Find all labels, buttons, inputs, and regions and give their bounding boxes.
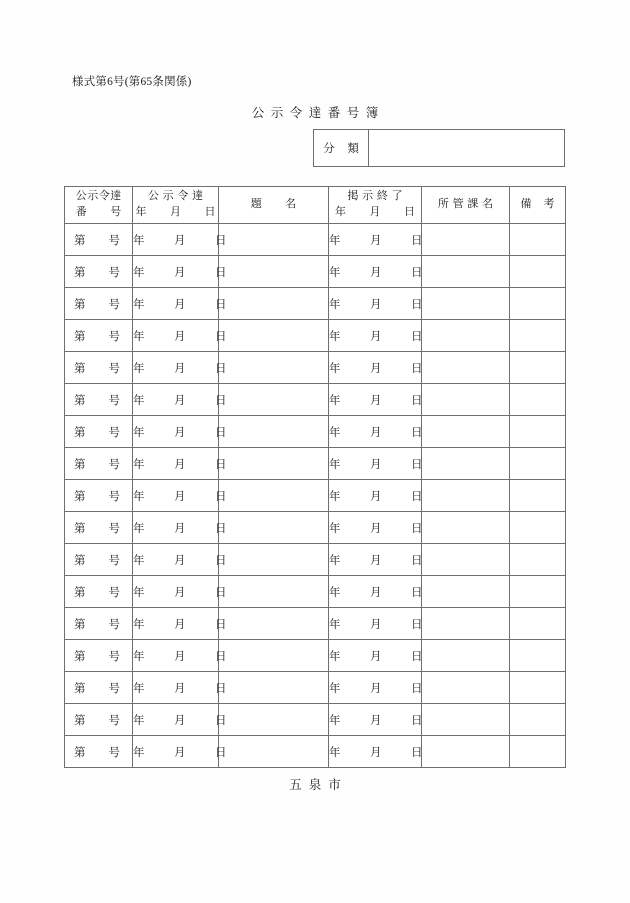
cell-notice-number[interactable]	[65, 256, 133, 288]
table-row	[65, 608, 566, 640]
cell-posting-end-date[interactable]	[329, 288, 432, 320]
cell-department[interactable]	[422, 544, 510, 576]
cell-notice-date-text: 年 月 日	[133, 714, 236, 727]
classification-label: 分 類	[314, 130, 369, 166]
cell-posting-end-date[interactable]	[329, 256, 432, 288]
cell-remarks[interactable]	[510, 576, 566, 608]
cell-notice-date[interactable]	[133, 416, 236, 448]
cell-notice-date[interactable]	[133, 544, 236, 576]
cell-notice-date[interactable]	[133, 704, 236, 736]
table-row	[65, 640, 566, 672]
cell-department[interactable]	[422, 480, 510, 512]
cell-notice-number[interactable]	[65, 480, 133, 512]
cell-notice-number-text: 第 号	[74, 682, 120, 695]
cell-notice-date[interactable]	[133, 320, 236, 352]
table-row	[65, 224, 566, 256]
cell-remarks[interactable]	[510, 736, 566, 768]
cell-notice-number-text: 第 号	[74, 458, 120, 471]
cell-notice-date-text: 年 月 日	[133, 650, 236, 663]
cell-notice-date-text: 年 月 日	[133, 394, 236, 407]
cell-notice-date[interactable]	[133, 576, 236, 608]
cell-remarks[interactable]	[510, 288, 566, 320]
cell-remarks[interactable]	[510, 256, 566, 288]
cell-notice-number-text: 第 号	[74, 490, 120, 503]
cell-department[interactable]	[422, 384, 510, 416]
cell-notice-number[interactable]	[65, 352, 133, 384]
cell-notice-date[interactable]	[133, 640, 236, 672]
cell-posting-end-date[interactable]	[329, 640, 432, 672]
cell-posting-end-date[interactable]	[329, 544, 432, 576]
cell-posting-end-date-text: 年 月 日	[329, 266, 432, 279]
cell-posting-end-date-text: 年 月 日	[329, 298, 432, 311]
cell-notice-date[interactable]	[133, 448, 236, 480]
cell-posting-end-date[interactable]	[329, 608, 432, 640]
header-posting-end-date-line2: 年 月 日	[335, 206, 416, 218]
cell-posting-end-date[interactable]	[329, 512, 432, 544]
cell-posting-end-date-text: 年 月 日	[329, 554, 432, 567]
table-row	[65, 672, 566, 704]
cell-notice-date[interactable]	[133, 224, 236, 256]
cell-remarks[interactable]	[510, 320, 566, 352]
cell-posting-end-date-text: 年 月 日	[329, 618, 432, 631]
cell-notice-date[interactable]	[133, 736, 236, 768]
cell-notice-number-text: 第 号	[74, 586, 120, 599]
cell-notice-number-text: 第 号	[74, 554, 120, 567]
cell-remarks[interactable]	[510, 480, 566, 512]
cell-department[interactable]	[422, 224, 510, 256]
cell-posting-end-date-text: 年 月 日	[329, 458, 432, 471]
cell-notice-number-text: 第 号	[74, 394, 120, 407]
cell-notice-date[interactable]	[133, 608, 236, 640]
table-row	[65, 384, 566, 416]
header-subject-title	[219, 187, 329, 224]
table-row	[65, 448, 566, 480]
header-department-name	[422, 187, 510, 224]
cell-notice-date-text: 年 月 日	[133, 746, 236, 759]
cell-notice-date-text: 年 月 日	[133, 522, 236, 535]
table-row	[65, 256, 566, 288]
cell-notice-number-text: 第 号	[74, 426, 120, 439]
cell-posting-end-date[interactable]	[329, 224, 432, 256]
cell-posting-end-date-text: 年 月 日	[329, 330, 432, 343]
cell-notice-date[interactable]	[133, 288, 236, 320]
cell-notice-date-text: 年 月 日	[133, 362, 236, 375]
cell-remarks[interactable]	[510, 704, 566, 736]
cell-department[interactable]	[422, 640, 510, 672]
cell-posting-end-date[interactable]	[329, 448, 432, 480]
cell-department[interactable]	[422, 448, 510, 480]
cell-notice-date-text: 年 月 日	[133, 490, 236, 503]
cell-notice-number-text: 第 号	[74, 298, 120, 311]
cell-department[interactable]	[422, 320, 510, 352]
cell-notice-date-text: 年 月 日	[133, 426, 236, 439]
cell-notice-number[interactable]	[65, 544, 133, 576]
table-header-row	[65, 187, 566, 224]
table-row	[65, 288, 566, 320]
cell-posting-end-date-text: 年 月 日	[329, 362, 432, 375]
cell-remarks[interactable]	[510, 352, 566, 384]
cell-department[interactable]	[422, 352, 510, 384]
cell-department[interactable]	[422, 288, 510, 320]
header-remarks	[510, 187, 566, 224]
cell-notice-number-text: 第 号	[74, 234, 120, 247]
cell-notice-number-text: 第 号	[74, 522, 120, 535]
header-notice-date-line2: 年 月 日	[135, 206, 216, 218]
table-row	[65, 352, 566, 384]
cell-department[interactable]	[422, 416, 510, 448]
cell-remarks[interactable]	[510, 640, 566, 672]
cell-posting-end-date-text: 年 月 日	[329, 650, 432, 663]
cell-notice-number-text: 第 号	[74, 746, 120, 759]
cell-notice-date-text: 年 月 日	[133, 234, 236, 247]
cell-posting-end-date-text: 年 月 日	[329, 714, 432, 727]
cell-notice-number[interactable]	[65, 576, 133, 608]
cell-notice-number[interactable]	[65, 416, 133, 448]
cell-notice-number[interactable]	[65, 224, 133, 256]
cell-department[interactable]	[422, 512, 510, 544]
cell-posting-end-date[interactable]	[329, 672, 432, 704]
header-notice-date-line1: 公 示 令 達	[147, 190, 204, 203]
table-row	[65, 480, 566, 512]
cell-posting-end-date-text: 年 月 日	[329, 234, 432, 247]
cell-posting-end-date[interactable]	[329, 736, 432, 768]
cell-department[interactable]	[422, 704, 510, 736]
cell-notice-date-text: 年 月 日	[133, 330, 236, 343]
header-notice-number-line2: 番 号	[75, 206, 122, 218]
cell-notice-date[interactable]	[133, 384, 236, 416]
cell-notice-date[interactable]	[133, 512, 236, 544]
table-row	[65, 704, 566, 736]
cell-department[interactable]	[422, 608, 510, 640]
cell-notice-date-text: 年 月 日	[133, 298, 236, 311]
cell-notice-date-text: 年 月 日	[133, 682, 236, 695]
header-remarks-line1: 備 考	[520, 198, 555, 211]
cell-notice-number[interactable]	[65, 384, 133, 416]
cell-remarks[interactable]	[510, 608, 566, 640]
cell-notice-number-text: 第 号	[74, 650, 120, 663]
cell-department[interactable]	[422, 672, 510, 704]
cell-remarks[interactable]	[510, 672, 566, 704]
cell-posting-end-date-text: 年 月 日	[329, 586, 432, 599]
cell-notice-number[interactable]	[65, 288, 133, 320]
cell-notice-number[interactable]	[65, 640, 133, 672]
cell-notice-date[interactable]	[133, 480, 236, 512]
header-notice-date	[133, 187, 219, 224]
cell-department[interactable]	[422, 576, 510, 608]
cell-notice-date-text: 年 月 日	[133, 458, 236, 471]
cell-posting-end-date[interactable]	[329, 704, 432, 736]
cell-notice-number-text: 第 号	[74, 714, 120, 727]
cell-posting-end-date[interactable]	[329, 576, 432, 608]
cell-notice-date-text: 年 月 日	[133, 554, 236, 567]
header-posting-end-date-line1: 掲 示 終 了	[347, 190, 404, 203]
cell-notice-date[interactable]	[133, 352, 236, 384]
table-row	[65, 416, 566, 448]
document-title: 公示令達番号簿	[251, 106, 385, 120]
cell-notice-number[interactable]	[65, 672, 133, 704]
cell-notice-date[interactable]	[133, 256, 236, 288]
cell-notice-number-text: 第 号	[74, 330, 120, 343]
cell-notice-number[interactable]	[65, 736, 133, 768]
cell-posting-end-date-text: 年 月 日	[329, 522, 432, 535]
cell-notice-number[interactable]	[65, 320, 133, 352]
cell-posting-end-date[interactable]	[329, 480, 432, 512]
table-row	[65, 320, 566, 352]
cell-posting-end-date[interactable]	[329, 320, 432, 352]
cell-posting-end-date-text: 年 月 日	[329, 746, 432, 759]
cell-remarks[interactable]	[510, 512, 566, 544]
table-row	[65, 736, 566, 768]
cell-notice-number[interactable]	[65, 512, 133, 544]
cell-posting-end-date[interactable]	[329, 416, 432, 448]
table-row	[65, 544, 566, 576]
cell-department[interactable]	[422, 256, 510, 288]
table-row	[65, 576, 566, 608]
header-subject-title-line1: 題 名	[250, 198, 297, 211]
cell-posting-end-date-text: 年 月 日	[329, 426, 432, 439]
cell-remarks[interactable]	[510, 224, 566, 256]
cell-notice-date[interactable]	[133, 672, 236, 704]
form-number-label: 様式第6号(第65条関係)	[72, 76, 192, 88]
cell-notice-date-text: 年 月 日	[133, 266, 236, 279]
cell-remarks[interactable]	[510, 544, 566, 576]
classification-box	[313, 129, 565, 167]
header-posting-end-date	[329, 187, 422, 224]
cell-posting-end-date-text: 年 月 日	[329, 490, 432, 503]
cell-notice-number[interactable]	[65, 608, 133, 640]
cell-notice-date-text: 年 月 日	[133, 618, 236, 631]
cell-posting-end-date[interactable]	[329, 352, 432, 384]
cell-notice-number-text: 第 号	[74, 266, 120, 279]
cell-remarks[interactable]	[510, 416, 566, 448]
cell-notice-number-text: 第 号	[74, 362, 120, 375]
header-department-name-line1: 所 管 課 名	[437, 198, 494, 211]
cell-notice-number[interactable]	[65, 704, 133, 736]
cell-posting-end-date[interactable]	[329, 384, 432, 416]
table-row	[65, 512, 566, 544]
notice-register-table	[64, 186, 566, 768]
table-body	[65, 224, 566, 768]
cell-posting-end-date-text: 年 月 日	[329, 682, 432, 695]
cell-posting-end-date-text: 年 月 日	[329, 394, 432, 407]
header-notice-number	[65, 187, 133, 224]
cell-notice-number-text: 第 号	[74, 618, 120, 631]
cell-notice-date-text: 年 月 日	[133, 586, 236, 599]
header-notice-number-line1: 公示令達	[75, 190, 122, 203]
cell-notice-number[interactable]	[65, 448, 133, 480]
cell-remarks[interactable]	[510, 384, 566, 416]
footer-city-name: 五泉市	[289, 778, 348, 792]
cell-remarks[interactable]	[510, 448, 566, 480]
classification-input[interactable]	[369, 130, 564, 166]
cell-department[interactable]	[422, 736, 510, 768]
